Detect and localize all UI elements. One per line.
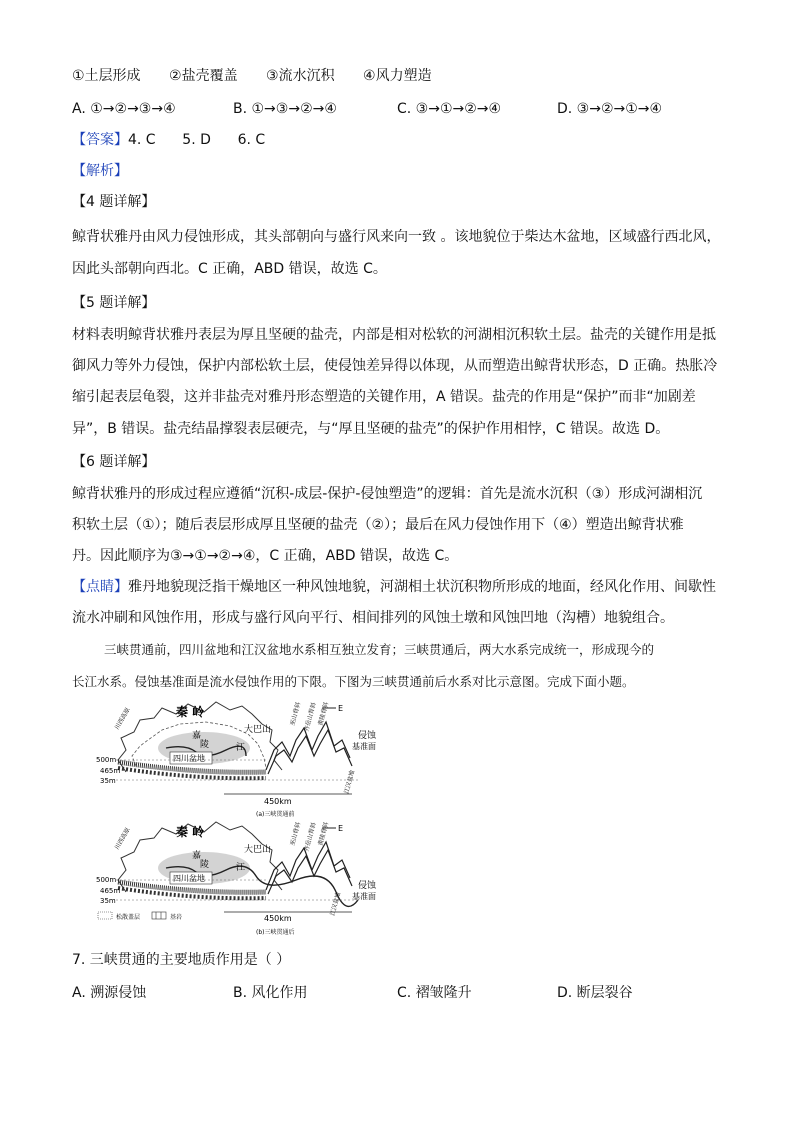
q5-line-3: 缩引起表层龟裂，这并非盐壳对雅丹形态塑造的关键作用，A 错误。盐壳的作用是“保护”而非“加剧差 (72, 389, 696, 405)
anticline-lines-a2 (268, 730, 352, 774)
q6-line-2: 积软土层（①）；随后表层形成厚且坚硬的盐壳（②）；最后在风力侵蚀作用下（④）塑造出鲸背状雅 (72, 517, 684, 533)
legend-bedrock-swatch (152, 912, 166, 919)
q4-line-1: 鲸背状雅丹由风力侵蚀形成，其头部朝向与盛行风来向一致 。该地貌位于柴达木盆地，区域盛行西北风， (72, 229, 721, 245)
range-1-a: 巫山背斜 (289, 701, 303, 727)
jianghan-label-a: 江汉盆地 (343, 769, 357, 795)
q5-line-1: 材料表明鲸背状雅丹表层为厚且坚硬的盐壳，内部是相对松软的河湖相沉积软土层。盐壳的关键作用是抵 (72, 327, 716, 343)
answer-text: 4. C 5. D 6. C (128, 132, 266, 148)
step-2: ②盐壳覆盖 (169, 68, 238, 84)
elev-465-b: 465m (100, 887, 121, 895)
prev-question-steps (72, 66, 432, 86)
range-3-a: 黄陵背斜 (317, 701, 331, 727)
legend-cover-label: 松散盖层 (116, 914, 141, 921)
range-3-b: 黄陵背斜 (317, 821, 331, 847)
daba-label-a: 大巴山 (244, 725, 272, 735)
diagram-after-svg (96, 820, 536, 940)
step-1: ①土层形成 (72, 68, 141, 84)
prev-option-b[interactable]: B. ①→③→②→④ (233, 101, 337, 117)
caption-b: (b)三峡贯通后 (256, 929, 295, 936)
q5-heading: 【5 题详解】 (72, 295, 156, 311)
q7-stem: 7. 三峡贯通的主要地质作用是（ ） (72, 952, 291, 968)
q6-line-3: 丹。因此顺序为③→①→②→④，C 正确，ABD 错误，故选 C。 (72, 548, 459, 564)
elev-35-a: 35m (100, 777, 116, 785)
qinling-label-b: 秦 岭 (176, 825, 205, 839)
jianghan-label-b: 江汉盆地 (329, 891, 343, 917)
tip-line-2: 流水冲刷和风蚀作用，形成与盛行风向平行、相间排列的风蚀土墩和风蚀凹地（沟槽）地貌组合。 (72, 610, 674, 626)
prev-option-d[interactable]: D. ③→②→①→④ (557, 101, 663, 117)
analysis-label: 【解析】 (72, 163, 128, 179)
jialing-2-a: 陵 (200, 740, 210, 750)
diagram-after (96, 820, 536, 940)
base-level-2-b: 基准面 (352, 892, 376, 901)
west-range-label-a: 川西高原 (113, 706, 132, 731)
q7-option-c[interactable]: C. 褶皱隆升 (397, 985, 472, 1001)
q5-line-2: 御风力等外力侵蚀，保护内部松软土层，使侵蚀差异得以体现，从而塑造出鲸背状形态，D 正确。热胀冷 (72, 358, 718, 374)
elev-500-b: 500m (96, 876, 117, 884)
distance-label-a: 450km (264, 797, 292, 806)
jialing-2-b: 陵 (200, 860, 210, 870)
base-level-1-a: 侵蚀 (358, 731, 377, 741)
tip-line-1 (72, 577, 716, 597)
legend-cover-swatch (98, 912, 112, 919)
passage-line-1: 三峡贯通前，四川盆地和江汉盆地水系相互独立发育；三峡贯通后，两大水系完成统一，形成现今的 (104, 642, 655, 657)
jialing-3-a: 江 (236, 743, 246, 753)
step-4: ④风力塑造 (363, 68, 432, 84)
q6-heading: 【6 题详解】 (72, 454, 156, 470)
elev-35-b: 35m (100, 897, 116, 905)
elev-500-a: 500m (96, 756, 117, 764)
elev-465-a: 465m (100, 767, 121, 775)
q4-line-2: 因此头部朝向西北。C 正确，ABD 错误，故选 C。 (72, 261, 387, 277)
compass-label-a: E (338, 704, 344, 713)
prev-option-c[interactable]: C. ③→①→②→④ (397, 101, 502, 117)
qinling-label-a: 秦 岭 (176, 705, 205, 719)
q7-option-a[interactable]: A. 溯源侵蚀 (72, 985, 147, 1001)
tip-label: 【点睛】 (72, 579, 128, 595)
jialing-3-b: 江 (236, 863, 246, 873)
base-level-2-a: 基准面 (352, 742, 376, 751)
diagram-before (96, 700, 536, 820)
passage-line-2: 长江水系。侵蚀基准面是流水侵蚀作用的下限。下图为三峡贯通前后水系对比示意图。完成下面小题。 (72, 674, 635, 689)
distance-label-b: 450km (264, 914, 292, 923)
jialing-1-a: 嘉 (192, 731, 202, 741)
q4-heading: 【4 题详解】 (72, 194, 156, 210)
q6-line-1: 鲸背状雅丹的形成过程应遵循“沉积-成层-保护-侵蚀塑造”的逻辑：首先是流水沉积（③）形成河湖相沉 (72, 486, 703, 502)
basin-label-a: 四川盆地 (173, 754, 205, 763)
answer-label: 【答案】 (72, 132, 128, 148)
compass-label-b: E (338, 824, 344, 833)
base-level-1-b: 侵蚀 (358, 881, 377, 891)
prev-option-a[interactable]: A. ①→②→③→④ (72, 101, 176, 117)
q7-option-d[interactable]: D. 断层裂谷 (557, 985, 633, 1001)
tip-text-1: 雅丹地貌现泛指干燥地区一种风蚀地貌，河湖相土状沉积物所形成的地面，经风化作用、间歇性 (128, 579, 716, 595)
west-range-label-b: 川西高原 (113, 826, 132, 851)
caption-a: (a)三峡贯通前 (256, 811, 295, 818)
jialing-1-b: 嘉 (192, 851, 202, 861)
range-2-a: 齐岳山背斜 (303, 701, 318, 733)
answer-line (72, 130, 265, 150)
step-3: ③流水沉积 (266, 68, 335, 84)
q7-option-b[interactable]: B. 风化作用 (233, 985, 308, 1001)
basin-label-b: 四川盆地 (173, 874, 205, 883)
q5-line-4: 异”，B 错误。盐壳结晶撑裂表层硬壳，与“厚且坚硬的盐壳”的保护作用相悖，C 错误。故选 D。 (72, 421, 670, 437)
range-1-b: 巫山背斜 (289, 821, 303, 847)
diagram-before-svg (96, 700, 536, 820)
range-2-b: 齐岳山背斜 (303, 821, 318, 853)
daba-label-b: 大巴山 (244, 845, 272, 855)
legend-bedrock-label: 基岩 (170, 914, 183, 921)
anticline-lines-b2 (268, 850, 352, 894)
